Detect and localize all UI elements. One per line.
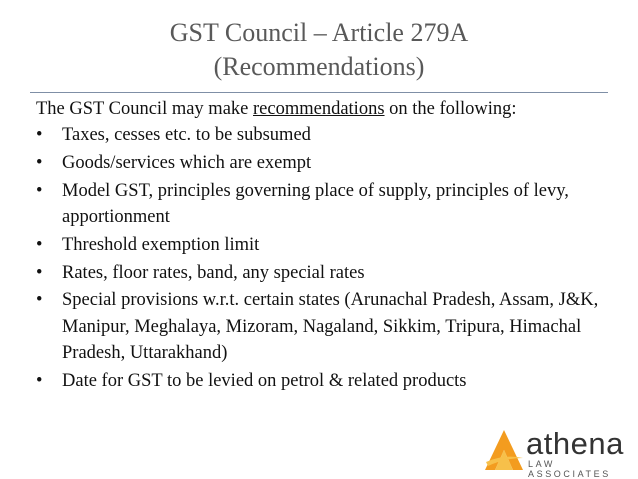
- list-item: [36, 260, 616, 286]
- list-item: [36, 368, 616, 394]
- list-item: [36, 150, 616, 176]
- bullet-list: [36, 122, 616, 394]
- bullet-marker: •: [36, 234, 43, 255]
- bullet-marker: •: [36, 180, 43, 201]
- bullet-marker: •: [36, 125, 43, 146]
- list-item-text: Model GST, principles governing place of supply, principles of levy, apportionment: [62, 180, 569, 227]
- bullet-marker: •: [36, 370, 43, 391]
- list-item: [36, 178, 616, 230]
- intro-before: The GST Council may make: [36, 99, 253, 119]
- athena-logo: [483, 426, 633, 479]
- list-item-text: Taxes, cesses etc. to be subsumed: [62, 125, 311, 146]
- intro-underlined-word: recommendations: [253, 99, 385, 119]
- bullet-marker: •: [36, 290, 43, 311]
- list-item-text: Special provisions w.r.t. certain states (Arunachal Pradesh, Assam, J&K, Manipur, Meghalaya, Mizoram, Nagaland, Sikkim, Tripura, Himachal Pradesh, Uttarakhand): [62, 290, 599, 363]
- list-item: [36, 122, 616, 148]
- athena-logo-icon: [483, 428, 525, 474]
- logo-tagline: LAW ASSOCIATES: [528, 459, 611, 479]
- bullet-marker: •: [36, 262, 43, 283]
- title-divider: [30, 92, 608, 93]
- list-item: [36, 287, 616, 366]
- list-item-text: Rates, floor rates, band, any special rates: [62, 262, 365, 283]
- slide-body: [36, 96, 616, 395]
- list-item: [36, 232, 616, 258]
- list-item-text: Date for GST to be levied on petrol & related products: [62, 370, 467, 391]
- title-line-1: GST Council – Article 279A: [169, 18, 469, 47]
- title-line-2: (Recommendations): [213, 52, 425, 81]
- logo-wordmark: athena: [526, 426, 624, 461]
- intro-after: on the following:: [384, 99, 517, 119]
- intro-text: [36, 96, 616, 122]
- list-item-text: Threshold exemption limit: [62, 234, 260, 255]
- slide-title: [0, 16, 638, 84]
- list-item-text: Goods/services which are exempt: [62, 153, 312, 173]
- bullet-marker: •: [36, 153, 43, 173]
